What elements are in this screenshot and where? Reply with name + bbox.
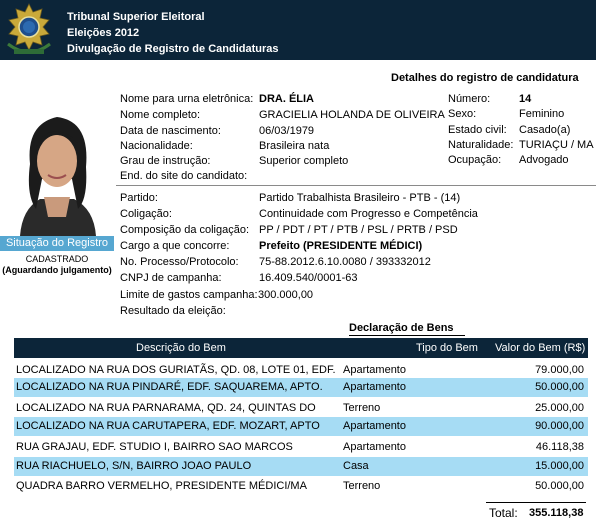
- situation-label: Situação do Registro: [0, 236, 114, 251]
- value-birth-date: 06/03/1979: [259, 125, 315, 137]
- column-type: Tipo do Bem: [416, 342, 478, 354]
- label-election-result: Resultado da eleição:: [120, 305, 226, 317]
- label-number: Número:: [448, 93, 491, 105]
- label-coalition: Coligação:: [120, 208, 172, 220]
- label-nationality: Nacionalidade:: [120, 140, 193, 152]
- detail-title: Detalhes do registro de candidatura: [391, 72, 579, 84]
- column-value: Valor do Bem (R$): [495, 342, 586, 354]
- asset-value: 15.000,00: [535, 460, 584, 472]
- asset-type: Apartamento: [343, 420, 406, 432]
- asset-description: LOCALIZADO NA RUA PINDARÉ, EDF. SAQUAREMA, APTO.: [16, 381, 323, 393]
- table-row: [14, 399, 588, 418]
- asset-description: LOCALIZADO NA RUA DOS GURIATÃS, QD. 08, LOTE 01, EDF.: [16, 364, 336, 376]
- situation-status: [0, 254, 114, 276]
- asset-value: 46.118,38: [535, 441, 584, 453]
- assets-title: Declaração de Bens: [349, 322, 454, 334]
- asset-type: Apartamento: [343, 364, 406, 376]
- situation-status-text: CADASTRADO: [25, 254, 89, 264]
- label-process-number: No. Processo/Protocolo:: [120, 256, 239, 268]
- label-occupation: Ocupação:: [448, 154, 502, 166]
- table-row: [14, 438, 588, 457]
- asset-type: Terreno: [343, 480, 381, 492]
- asset-type: Terreno: [343, 402, 381, 414]
- label-urn-name: Nome para urna eletrônica:: [120, 93, 254, 105]
- value-process-number: 75-88.2012.6.10.0080 / 393332012: [259, 256, 431, 268]
- candidate-photo: [0, 99, 114, 236]
- value-sex: Feminino: [519, 108, 565, 120]
- value-education: Superior completo: [259, 155, 349, 167]
- total-value: 355.118,38: [529, 507, 584, 519]
- value-coalition-composition: PP / PDT / PT / PTB / PSL / PRTB / PSD: [259, 224, 458, 236]
- value-party: Partido Trabalhista Brasileiro - PTB - (14): [259, 192, 461, 204]
- situation-note: (Aguardando julgamento): [2, 265, 112, 275]
- value-marital-status: Casado(a): [519, 124, 571, 136]
- label-birthplace: Naturalidade:: [448, 139, 514, 151]
- asset-value: 25.000,00: [535, 402, 584, 414]
- column-description: Descrição do Bem: [136, 342, 226, 354]
- header-line-1: Tribunal Superior Eleitoral: [67, 11, 205, 23]
- total-label: Total:: [489, 506, 518, 520]
- label-full-name: Nome completo:: [120, 109, 201, 121]
- table-row: [14, 457, 588, 476]
- label-website: End. do site do candidato:: [120, 170, 248, 182]
- value-nationality: Brasileira nata: [259, 140, 330, 152]
- assets-title-underline: [349, 335, 465, 336]
- asset-description: QUADRA BARRO VERMELHO, PRESIDENTE MÉDICI/MA: [16, 480, 307, 492]
- value-urn-name: DRA. ÉLIA: [259, 93, 314, 105]
- label-party: Partido:: [120, 192, 158, 204]
- header-text: [67, 9, 279, 57]
- header-line-2: Eleições 2012: [67, 27, 140, 39]
- asset-value: 79.000,00: [535, 364, 584, 376]
- asset-type: Casa: [343, 460, 369, 472]
- section-divider: [116, 185, 596, 186]
- value-occupation: Advogado: [519, 154, 569, 166]
- value-coalition: Continuidade com Progresso e Competência: [259, 208, 478, 220]
- value-campaign-cnpj: 16.409.540/0001-63: [259, 272, 358, 284]
- table-row: [14, 378, 588, 397]
- label-education: Grau de instrução:: [120, 155, 211, 167]
- asset-value: 50.000,00: [535, 381, 584, 393]
- table-row: [14, 417, 588, 436]
- value-full-name: GRACIELIA HOLANDA DE OLIVEIRA: [259, 109, 445, 121]
- asset-type: Apartamento: [343, 441, 406, 453]
- asset-value: 50.000,00: [535, 480, 584, 492]
- asset-type: Apartamento: [343, 381, 406, 393]
- table-row: [14, 477, 588, 496]
- asset-description: LOCALIZADO NA RUA CARUTAPERA, EDF. MOZART, APTO: [16, 420, 320, 432]
- label-spending-limit: Limite de gastos campanha:: [120, 289, 258, 301]
- site-header: [0, 0, 596, 60]
- value-number: 14: [519, 93, 532, 105]
- label-sex: Sexo:: [448, 108, 477, 120]
- value-birthplace: TURIAÇU / MA: [519, 139, 594, 151]
- label-coalition-composition: Composição da coligação:: [120, 224, 250, 236]
- asset-description: RUA GRAJAU, EDF. STUDIO I, BAIRRO SAO MARCOS: [16, 441, 293, 453]
- total-divider: [486, 502, 586, 503]
- label-campaign-cnpj: CNPJ de campanha:: [120, 272, 222, 284]
- brazil-coat-of-arms-icon: [2, 2, 56, 58]
- asset-description: LOCALIZADO NA RUA PARNARAMA, QD. 24, QUINTAS DO: [16, 402, 316, 414]
- label-birth-date: Data de nascimento:: [120, 125, 221, 137]
- label-marital-status: Estado civil:: [448, 124, 507, 136]
- header-line-3: Divulgação de Registro de Candidaturas: [67, 43, 279, 55]
- value-office: Prefeito (PRESIDENTE MÉDICI): [259, 240, 423, 252]
- value-spending-limit: 300.000,00: [258, 289, 314, 301]
- label-office: Cargo a que concorre:: [120, 240, 230, 252]
- asset-description: RUA RIACHUELO, S/N, BAIRRO JOAO PAULO: [16, 460, 252, 472]
- assets-table-header: [14, 338, 588, 358]
- asset-value: 90.000,00: [535, 420, 584, 432]
